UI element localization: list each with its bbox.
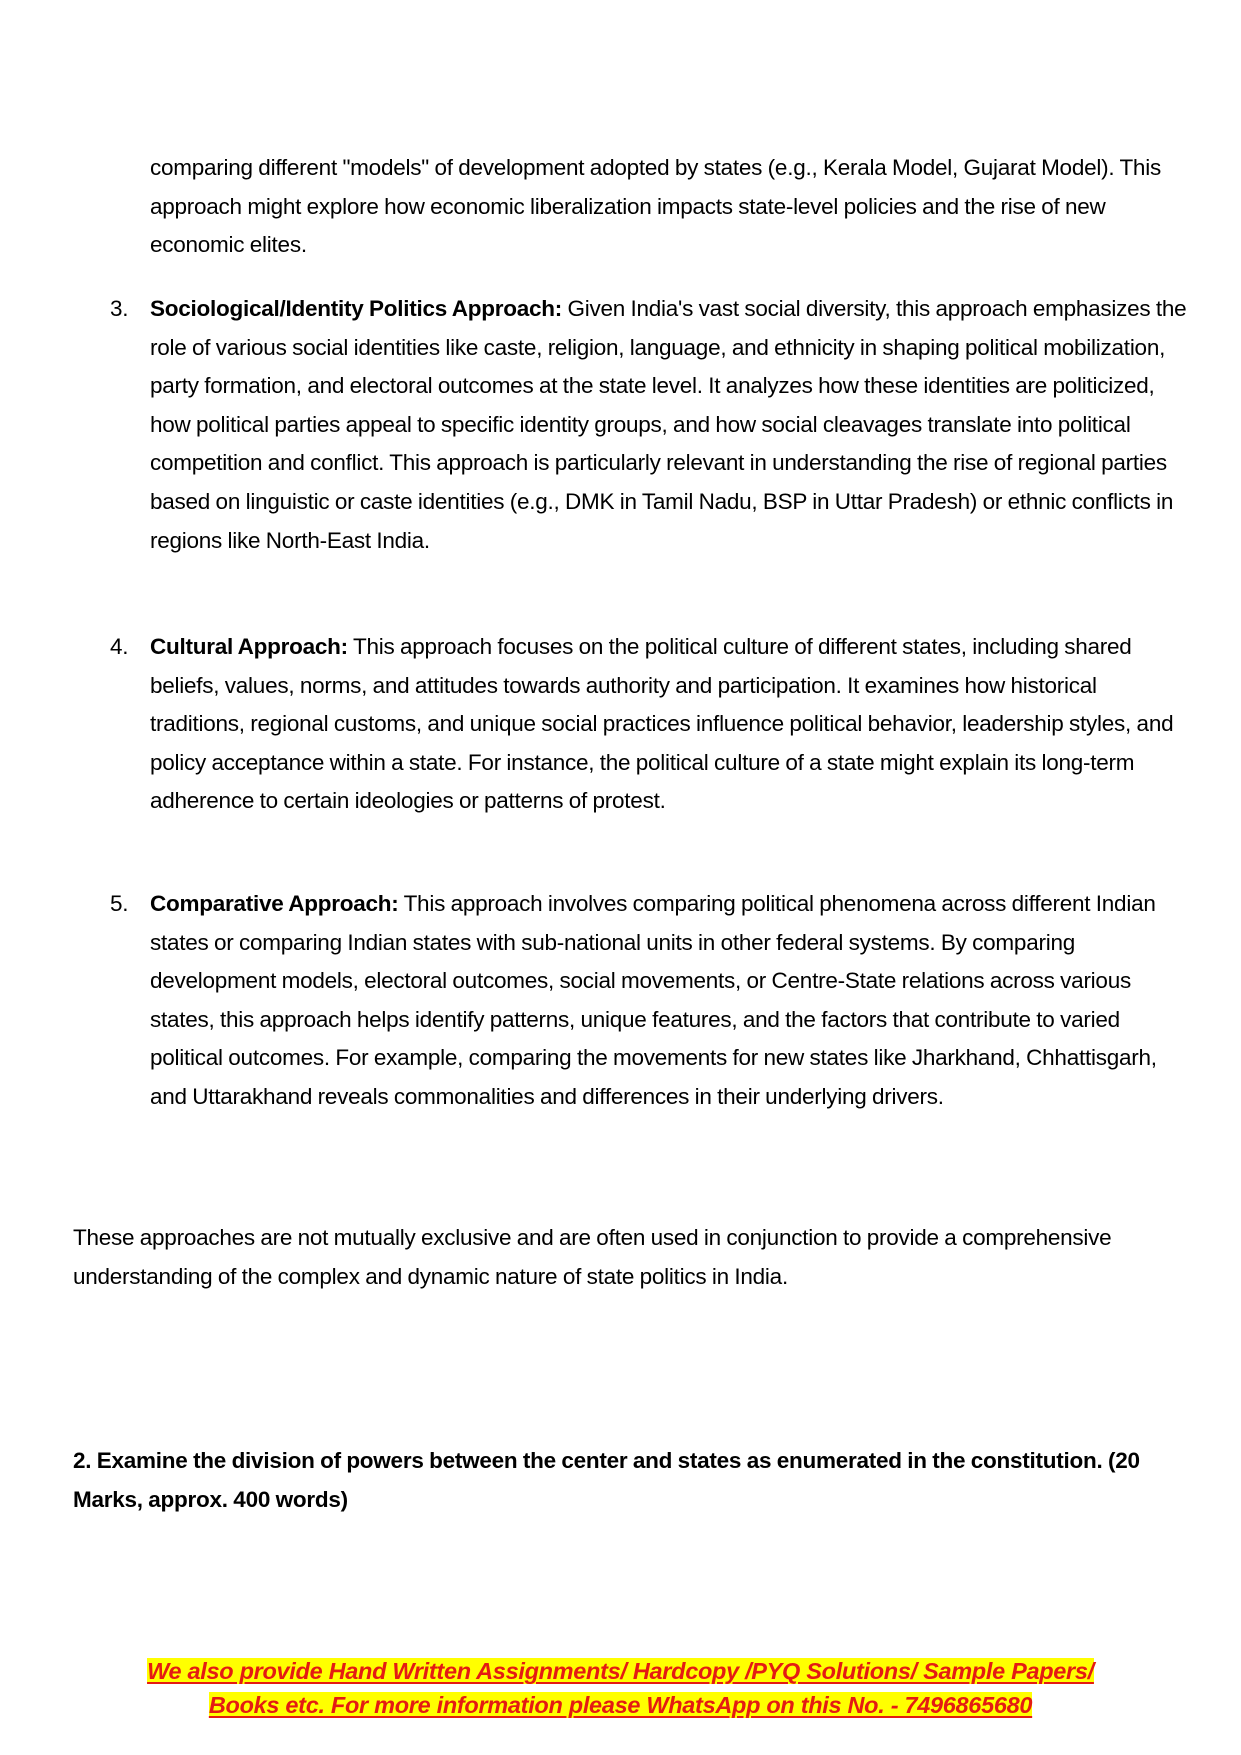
approach-heading: Cultural Approach: xyxy=(150,634,348,659)
list-number: 5. xyxy=(110,891,129,916)
approach-heading: Comparative Approach: xyxy=(150,891,399,916)
promo-line-2: Books etc. For more information please WhatsApp on this No. - 7496865680 xyxy=(208,1692,1033,1718)
approach-body xyxy=(150,290,1190,560)
list-number: 4. xyxy=(110,634,129,659)
approach-body xyxy=(150,628,1190,821)
approach-text: Given India's vast social diversity, this approach emphasizes the role of various social identities like caste, religion, language, and ethnicity in shaping political mobilization, party formation, and electoral outcomes at the state level. It analyzes how these identities are politicized, how political parties appeal to specific identity groups, and how social cleavages translate into political competition and conflict. This approach is particularly relevant in understanding the rise of regional parties based on linguistic or caste identities (e.g., DMK in Tamil Nadu, BSP in Uttar Pradesh) or ethnic conflicts in regions like North-East India. xyxy=(150,296,1187,553)
continuation-paragraph: comparing different "models" of development adopted by states (e.g., Kerala Model, Gujarat Model). This approach might explore how economic liberalization impacts state-level policies and the rise of new economic elites. xyxy=(150,155,1161,258)
approach-heading: Sociological/Identity Politics Approach: xyxy=(150,296,562,321)
approach-text: This approach involves comparing political phenomena across different Indian states or comparing Indian states with sub-national units in other federal systems. By comparing development models, electoral outcomes, social movements, or Centre-State relations across various states, this approach helps identify patterns, unique features, and the factors that contribute to varied political outcomes. For example, comparing the movements for new states like Jharkhand, Chhattisgarh, and Uttarakhand reveals commonalities and differences in their underlying drivers. xyxy=(150,891,1157,1109)
approach-text: This approach focuses on the political culture of different states, including shared beliefs, values, norms, and attitudes towards authority and participation. It examines how historical traditions, regional customs, and unique social practices influence political behavior, leadership styles, and policy acceptance within a state. For instance, the political culture of a state might explain its long-term adherence to certain ideologies or patterns of protest. xyxy=(150,634,1174,814)
conclusion-paragraph: These approaches are not mutually exclusive and are often used in conjunction to provide a comprehensive understanding of the complex and dynamic nature of state politics in India. xyxy=(73,1225,1112,1289)
list-number: 3. xyxy=(110,296,129,321)
question-heading: 2. Examine the division of powers between the center and states as enumerated in the constitution. (20 Marks, approx. 400 words) xyxy=(73,1448,1140,1512)
promo-banner xyxy=(0,1654,1241,1722)
promo-line-1: We also provide Hand Written Assignments/ Hardcopy /PYQ Solutions/ Sample Papers/ xyxy=(147,1658,1094,1684)
approach-body xyxy=(150,885,1190,1117)
